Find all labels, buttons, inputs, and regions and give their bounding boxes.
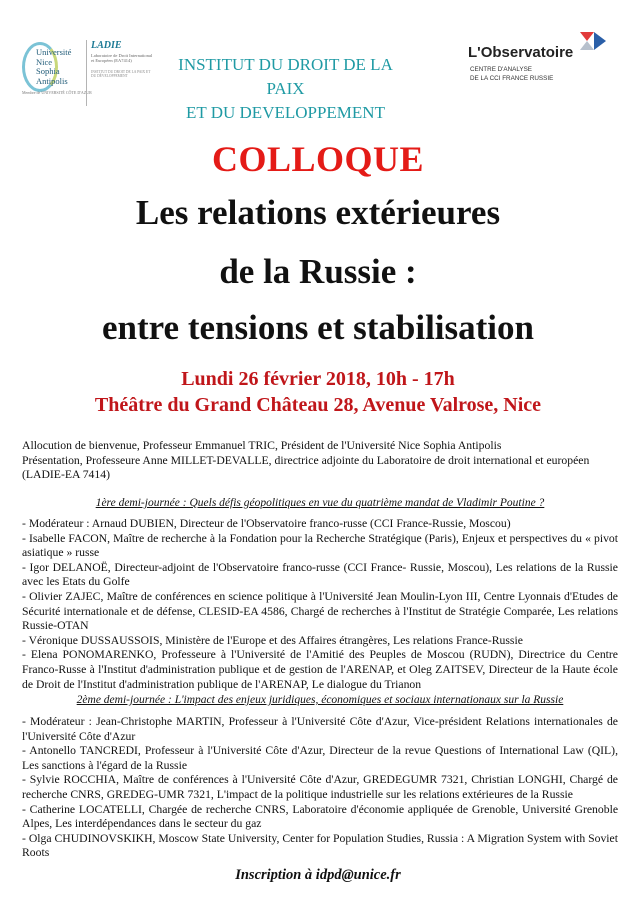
observatoire-name: L'Observatoire [468,44,574,61]
observatoire-sub1: CENTRE D'ANALYSE [470,66,532,73]
event-title-line3: entre tensions et stabilisation [102,308,534,347]
session1-item: - Igor DELANOË, Directeur-adjoint de l'Observatoire franco-russe (CCI France- Russie, Moscou), Les relations de la Russie avec les Etats du Golfe [22,560,618,589]
session2-heading: 2ème demi-journée : L'impact des enjeux juridiques, économiques et sociaux internationaux sur la Russie [76,694,564,706]
event-title-line2: de la Russie : [219,252,417,291]
session1-item: - Isabelle FACON, Maître de recherche à la Fondation pour la Recherche Stratégique (Paris), Enjeux et perspectives du « pivot asiatique » russe [22,531,618,560]
institut-line1: INSTITUT DU DROIT DE LA PAIX [178,55,393,98]
institut-line2: ET DU DEVELOPPEMENT [186,103,385,122]
session2-item: - Catherine LOCATELLI, Chargée de recherche CNRS, Laboratoire d'économie appliquée de Grenoble, Université Grenoble Alpes, Les interdépendances dans le secteur du gaz [22,802,618,831]
ladie-title: LADIE [91,40,122,51]
session2-list [22,715,618,861]
session1-item: - Modérateur : Arnaud DUBIEN, Directeur de l'Observatoire franco-russe (CCI France-Russie, Moscou) [22,517,511,530]
session2-item: - Sylvie ROCCHIA, Maître de conférences à l'Université Côte d'Azur, GREDEGUMR 7321, Christian LONGHI, Chargé de recherche CNRS, GREDEG-UMR 7321, L'impact de la politique industrielle sur les relations extérieures de la Russie [22,773,618,801]
session1-item: - Véronique DUSSAUSSOIS, Ministère de l'Europe et des Affaires étrangères, Les relations France-Russie [22,633,523,647]
observatoire-subtitle [470,65,553,83]
uca-subline: Membre de UNIVERSITÉ CÔTE D'AZUR [22,90,92,95]
session1-item: - Olivier ZAJEC, Maître de conférences en science politique à l'Université Jean Moulin-Lyon III, Centre Lyonnais d'Etudes de Sécurité internationale et de défense, CLESID-EA 4586, Chargé de recherches à l'Institut de Stratégie Comparée, Les relations Russie-OTAN [22,589,618,633]
event-title-line1: Les relations extérieures [135,193,501,232]
session2-item: - Antonello TANCREDI, Professeur à l'Université Côte d'Azur, Directeur de la revue Questions of International Law (QIL), Les sanctions à l'égard de la Russie [22,744,618,772]
observatoire-sub2: DE LA CCI FRANCE RUSSIE [470,75,554,82]
event-type: COLLOQUE [211,139,425,179]
session2-item: - Modérateur : Jean-Christophe MARTIN, Professeur à l'Université Côte d'Azur, Vice-président Relations internationales de l'Université Côte d'Azur [22,715,618,743]
ladie-subtitle: Laboratoire de Droit International et Européen (EA7414) [91,53,153,63]
uca-line3: Sophia Antipolis [36,66,68,86]
ladie-logo [86,40,155,106]
universite-nice-logo [22,42,92,98]
session2-item: - Olga CHUDINOVSKIKH, Moscow State University, Center for Population Studies, Russia : A Migration System with Soviet Roots [22,831,618,860]
event-place: Théâtre du Grand Château 28, Avenue Valrose, Nice [94,394,542,416]
session1-item: - Elena PONOMARENKO, Professeure à l'Université de l'Amitié des Peuples de Moscou (RUDN), Directrice du Centre Franco-Russe à l'Institut d'administration publique et de gestion de l'ARENAP, et Oleg ZAITSEV, Directeur de la Haute école de Droit de l'Institut d'administration publique de l'ARENAP, Le dialogue du Trianon [22,648,618,691]
event-date: Lundi 26 février 2018, 10h - 17h [181,368,455,390]
intro-presentation: Présentation, Professeure Anne MILLET-DEVALLE, directrice adjointe du Laboratoire de droit international et européen (LADIE-EA 7414) [22,453,590,482]
inscription-email-link[interactable]: Inscription à idpd@unice.fr [235,867,401,883]
uca-line1: Université [36,47,72,57]
intro-welcome: Allocution de bienvenue, Professeur Emmanuel TRIC, Président de l'Université Nice Sophia Antipolis [22,439,502,452]
institut-heading [163,53,408,125]
ladie-footer: INSTITUT DU DROIT DE LA PAIX ET DU DÉVELOPPEMENT [91,70,151,79]
intro-block [22,439,618,483]
session1-heading: 1ère demi-journée : Quels défis géopolitiques en vue du quatrième mandat de Vladimir Poutine ? [95,497,545,509]
session1-list [22,517,618,692]
observatoire-mark-icon [578,30,608,52]
uca-line2: Nice [36,56,53,67]
